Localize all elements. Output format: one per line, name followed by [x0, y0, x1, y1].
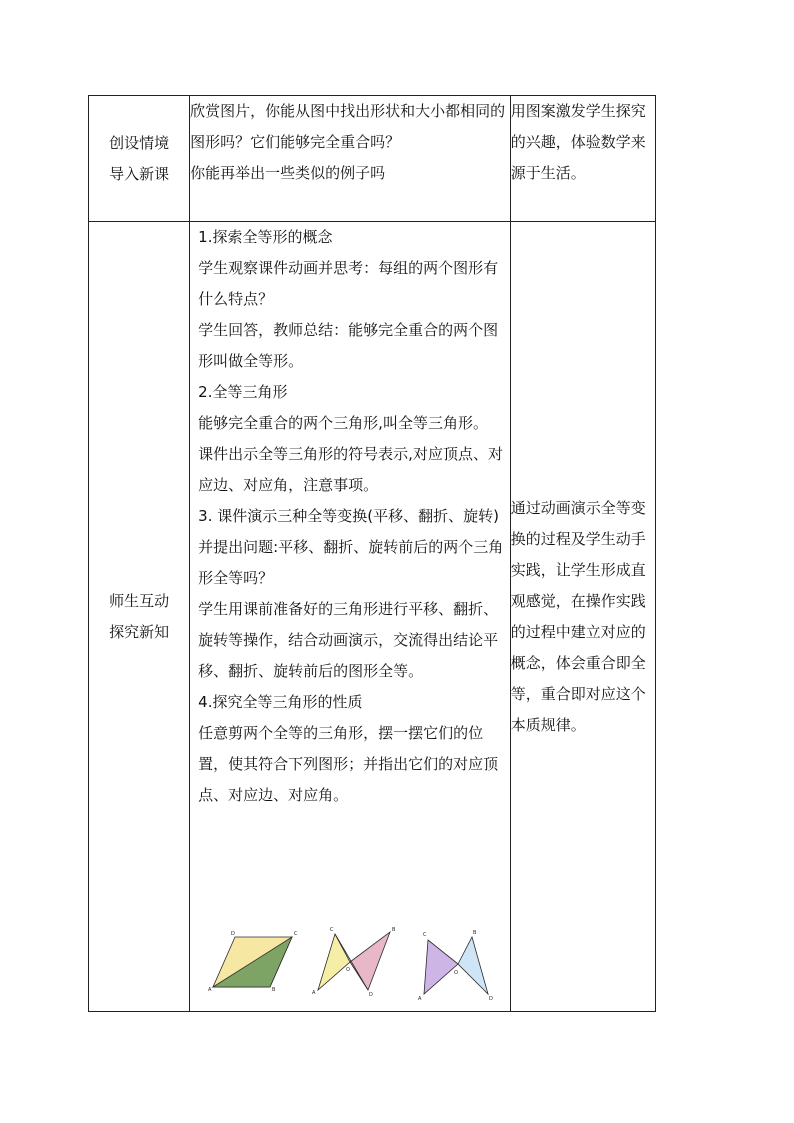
figure-reflection [418, 930, 493, 1002]
right-triangle [350, 932, 390, 990]
activity-cell [190, 96, 511, 222]
figure-parallelogram [208, 931, 298, 993]
triangle-figures [210, 922, 510, 1002]
purpose-text: 用图案激发学生探究的兴趣，体验数学来源于生活。 [510, 102, 646, 182]
vertex-label: D [369, 992, 374, 998]
vertex-label: C [330, 927, 334, 933]
activity-paragraph: 课件出示全等三角形的符号表示,对应顶点、对应边、对应角，注意事项。 [198, 445, 503, 494]
activity-paragraph: 学生观察课件动画并思考：每组的两个图形有什么特点？ [198, 259, 499, 308]
purpose-cell [510, 96, 655, 222]
stage-label-line: 创设情境 [109, 133, 170, 152]
activity-heading: 4.探究全等三角形的性质 [198, 693, 363, 711]
activity-cell [190, 222, 511, 1012]
activity-heading: 1.探索全等形的概念 [198, 228, 333, 246]
stage-label-line: 导入新课 [109, 164, 170, 183]
vertex-label: C [294, 931, 298, 937]
table-row [89, 96, 656, 222]
figure-rotation [312, 927, 396, 998]
vertex-label: A [312, 990, 316, 996]
vertex-label: C [423, 932, 427, 938]
vertex-label: A [208, 987, 212, 993]
vertex-label: B [392, 927, 396, 933]
figures-svg [210, 922, 510, 1002]
activity-heading: 2.全等三角形 [198, 383, 288, 401]
activity-paragraph: 你能再举出一些类似的例子吗 [190, 164, 386, 182]
lesson-plan-table [88, 95, 656, 1012]
stage-label-line: 探究新知 [109, 622, 170, 641]
activity-text-block [190, 222, 510, 811]
left-triangle [318, 934, 350, 990]
stage-label-line: 师生互动 [109, 591, 170, 610]
vertex-label: D [231, 931, 236, 937]
right-triangle [458, 937, 488, 994]
table-row [89, 222, 656, 1012]
left-triangle [424, 940, 458, 994]
stage-label-cell [89, 222, 190, 1012]
purpose-cell [510, 222, 655, 1012]
activity-paragraph: 任意剪两个全等的三角形，摆一摆它们的位置，使其符合下列图形；并指出它们的对应顶点、对应边、对应角。 [198, 724, 499, 804]
activity-paragraph: 能够完全重合的两个三角形,叫全等三角形。 [198, 414, 488, 432]
purpose-text: 通过动画演示全等变换的过程及学生动手实践，让学生形成直观感觉，在操作实践的过程中建立对应的概念，体会重合即全等，重合即对应这个本质规律。 [510, 498, 646, 734]
vertex-label: O [346, 967, 351, 973]
activity-paragraph: 欣赏图片，你能从图中找出形状和大小都相同的图形吗？它们能够完全重合吗？ [190, 102, 506, 151]
vertex-label: O [454, 970, 459, 976]
activity-paragraph: 学生用课前准备好的三角形进行平移、翻折、旋转等操作，结合动画演示，交流得出结论平移、翻折、旋转前后的图形全等。 [198, 600, 499, 680]
vertex-label: B [272, 987, 276, 993]
vertex-label: B [473, 930, 477, 936]
activity-paragraph: 3. 课件演示三种全等变换(平移、翻折、旋转)并提出问题:平移、翻折、旋转前后的两个三角形全等吗？ [198, 507, 504, 587]
vertex-label: D [489, 996, 494, 1002]
vertex-label: A [418, 996, 422, 1002]
stage-label-cell [89, 96, 190, 222]
activity-paragraph: 学生回答，教师总结：能够完全重合的两个图形叫做全等形。 [198, 321, 499, 370]
